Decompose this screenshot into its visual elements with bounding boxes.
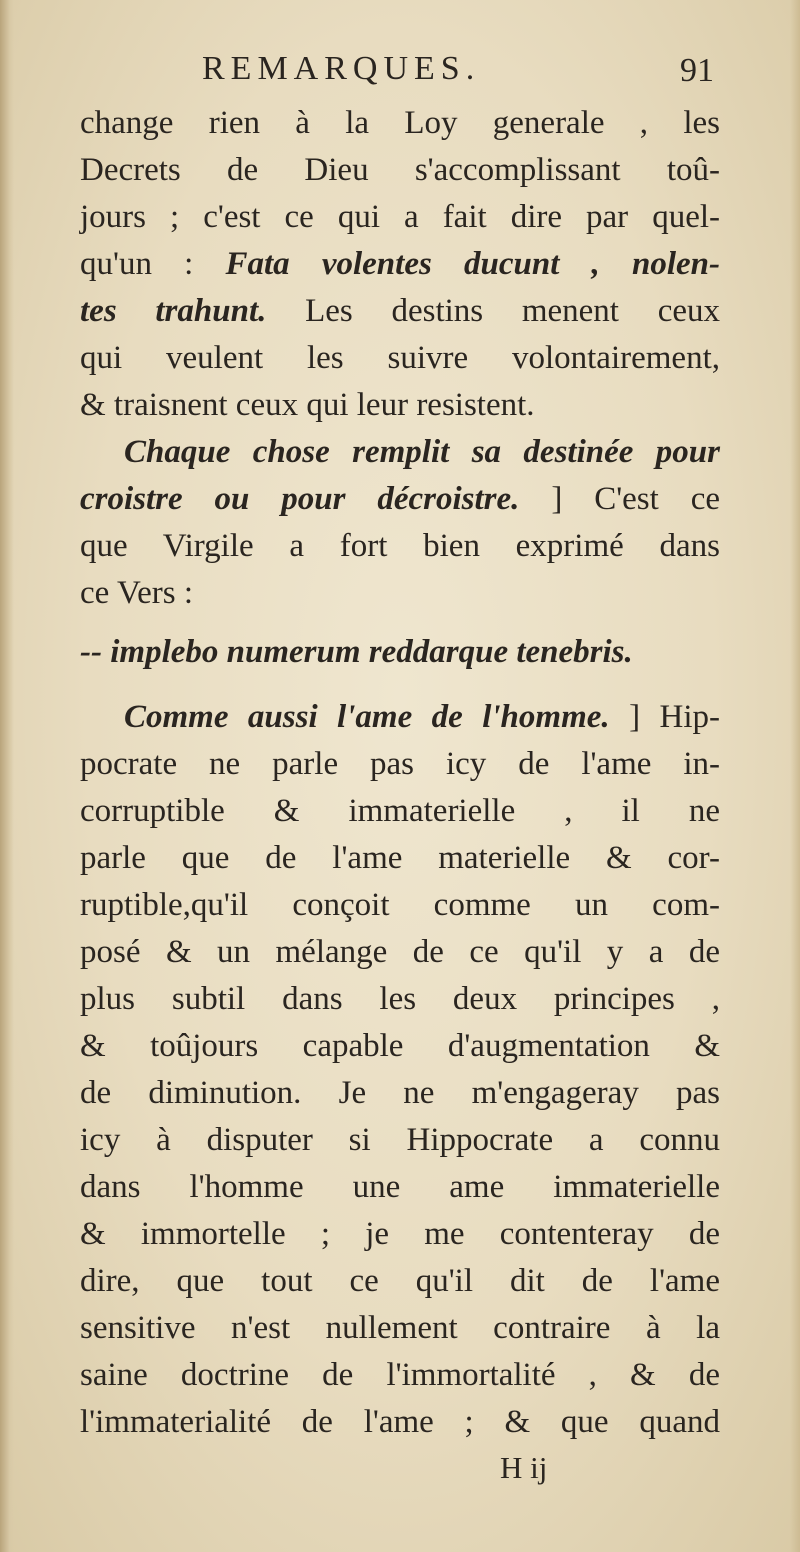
text-line: [80, 694, 720, 741]
text-line: & immortelle ; je me contenteray de: [80, 1216, 720, 1252]
text-line: plus subtil dans les deux principes ,: [80, 981, 720, 1017]
text-line: [80, 241, 720, 288]
text-line: [80, 288, 720, 335]
text-span: ] C'est ce: [519, 481, 720, 517]
text-line: jours ; c'est ce qui a fait dire par quel-: [80, 199, 720, 235]
text-line: & toûjours capable d'augmentation &: [80, 1028, 720, 1064]
text-line: dire, que tout ce qu'il dit de l'ame: [80, 1263, 720, 1299]
running-head: [80, 48, 720, 100]
text-line: parle que de l'ame materielle & cor-: [80, 840, 720, 876]
lemma-span: Comme aussi l'ame de l'homme.: [124, 699, 610, 735]
text-line: corruptible & immaterielle , il ne: [80, 793, 720, 829]
signature-mark: H ij: [500, 1450, 548, 1485]
page-number: 91: [680, 52, 714, 89]
text-line: l'immaterialité de l'ame ; & que quand: [80, 1404, 720, 1440]
text-line: pocrate ne parle pas icy de l'ame in-: [80, 746, 720, 782]
lemma-span: croistre ou pour décroistre.: [80, 481, 520, 517]
text-line: posé & un mélange de ce qu'il y a de: [80, 934, 720, 970]
text-line: sensitive n'est nullement contraire à la: [80, 1310, 720, 1346]
text-line: saine doctrine de l'immortalité , & de: [80, 1357, 720, 1393]
text-span: Les destins menent ceux: [266, 293, 720, 329]
lemma-line: Chaque chose remplit sa destinée pour: [124, 434, 720, 470]
spacer: [80, 676, 720, 694]
text-line: de diminution. Je ne m'engageray pas: [80, 1075, 720, 1111]
text-line: ce Vers :: [80, 575, 194, 611]
text-line: qui veulent les suivre volontairement,: [80, 340, 720, 376]
running-title: REMARQUES.: [202, 50, 481, 87]
text-span: ] Hip-: [609, 699, 720, 735]
text-line: icy à disputer si Hippocrate a connu: [80, 1122, 720, 1158]
text-span: qu'un :: [80, 246, 226, 282]
latin-quote: tes trahunt.: [80, 293, 267, 329]
text-line: ruptible,qu'il conçoit comme un com-: [80, 887, 720, 923]
page-right-edge: [790, 0, 800, 1552]
page-left-edge: [0, 0, 14, 1552]
text-block: [80, 48, 720, 1490]
text-line: que Virgile a fort bien exprimé dans: [80, 528, 720, 564]
text-line: dans l'homme une ame immaterielle: [80, 1169, 720, 1205]
text-line: [80, 476, 720, 523]
text-line: & traisnent ceux qui leur resistent.: [80, 387, 535, 423]
text-line: change rien à la Loy generale , les: [80, 105, 720, 141]
latin-quote: Fata volentes ducunt , nolen-: [225, 246, 720, 282]
text-line: Decrets de Dieu s'accomplissant toû-: [80, 152, 720, 188]
verse-quote: -- implebo numerum reddarque tenebris.: [80, 634, 633, 670]
